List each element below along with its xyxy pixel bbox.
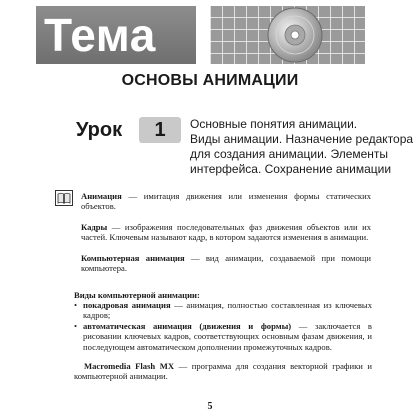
lesson-label: Урок	[76, 119, 123, 141]
theme-banner	[0, 0, 420, 68]
open-book-icon	[55, 190, 73, 206]
chapter-heading: ОСНОВЫ АНИМАЦИИ	[121, 72, 299, 89]
macromedia-text: — программа для создания векторной графики и компьютерной анимации.	[74, 361, 372, 382]
definition-computer-animation	[81, 253, 371, 274]
lesson-title	[190, 117, 420, 177]
list-item	[74, 321, 372, 352]
definition-term: Кадры	[81, 221, 108, 232]
definition-text: — изображения последовательных фаз движения объектов или их частей. Ключевым называют кадр, в котором задаются изменения в анимации.	[81, 221, 371, 243]
macromedia-term: Macromedia Flash MX	[84, 361, 175, 371]
macromedia-paragraph	[74, 361, 372, 382]
list-item	[74, 300, 372, 321]
definition-text: — вид анимации, создаваемой при помощи компьютера.	[81, 252, 371, 274]
list-item-term: покадровая анимация	[83, 300, 171, 310]
list-item-term: автоматическая анимация (движения и формы)	[83, 320, 292, 331]
lesson-title-line: для создания анимации. Элементы	[190, 147, 389, 161]
page-number: 5	[207, 401, 213, 412]
list-item-text: — анимация, полностью составленная из ключевых кадров;	[83, 300, 372, 321]
bullet-icon: •	[74, 300, 78, 310]
lesson-title-line: интерфейса. Сохранение анимации	[190, 162, 392, 176]
banner-title: Тема	[44, 9, 156, 61]
lesson-title-line: Виды анимации. Назначение редактора	[190, 132, 414, 146]
banner-divider	[196, 6, 210, 64]
list-item-text: — заключается в рисовании ключевых кадров, соответствующих основным фазам движения, и последующем автоматическом дополнении промежуточных кадров.	[83, 320, 372, 352]
definition-term: Анимация	[81, 191, 122, 201]
definition-frames	[81, 222, 371, 243]
definition-text: — имитация движения или изменения формы статических объектов.	[81, 191, 371, 212]
animation-types-heading: Виды компьютерной анимации:	[74, 290, 200, 300]
lesson-title-line: Основные понятия анимации.	[190, 117, 358, 131]
definition-term: Компьютерная анимация	[81, 252, 185, 263]
animation-types-list	[74, 300, 372, 352]
cd-disc-icon	[256, 6, 334, 64]
definitions	[81, 191, 371, 283]
lesson-number: 1	[139, 117, 181, 143]
definition-animation	[81, 191, 371, 212]
bullet-icon: •	[74, 320, 78, 331]
lesson-badge	[76, 117, 196, 144]
